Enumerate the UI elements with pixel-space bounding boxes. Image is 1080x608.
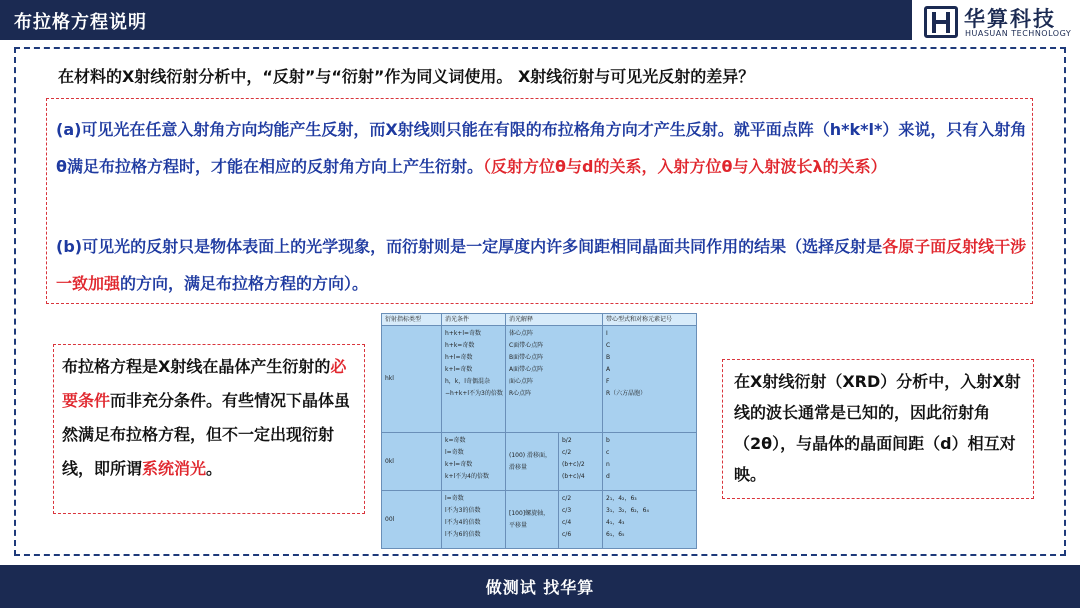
table-header-cell: 带心型式和对称元素记号 (603, 314, 697, 326)
table-cell-symbols: I C B A F R（六方晶胞） (603, 326, 697, 433)
table-cell-conditions: k=奇数 l=奇数 k+l=奇数 k+l不为4的倍数 (442, 433, 506, 491)
table-header-row (382, 314, 697, 326)
table-header-cell: 消光解释 (506, 314, 603, 326)
header (0, 0, 1080, 44)
bragg-note-text1: 布拉格方程是X射线在晶体产生衍射的 (62, 357, 331, 376)
paragraph-b-highlight: 各原子面反射线干涉一致加强 (56, 237, 1027, 293)
table-cell-element: c/2 c/3 c/4 c/6 (559, 491, 603, 549)
paragraph-a (56, 111, 1028, 185)
table-cell-index: 0kl (382, 433, 442, 491)
table-cell-index: 00l (382, 491, 442, 549)
table-cell-conditions: l=奇数 l不为3的倍数 l不为4的倍数 l不为6的倍数 (442, 491, 506, 549)
logo-name: 华算科技 (964, 7, 1056, 31)
table-header-cell: 衍射指标类型 (382, 314, 442, 326)
page-title: 布拉格方程说明 (14, 12, 147, 33)
extinction-table (381, 313, 697, 549)
logo-english: HUASUAN TECHNOLOGY (965, 29, 1072, 38)
bragg-note-highlight2: 系统消光 (142, 459, 207, 478)
footer-slogan: 做测试 找华算 (485, 578, 595, 597)
table-cell-conditions: h+k+l=奇数 h+k=奇数 h+l=奇数 k+l=奇数 h，k，l奇偶混杂 −h+k+l不为3的倍数 (442, 326, 506, 433)
table-row (382, 326, 697, 433)
paragraph-a-text: (a)可见光在任意入射角方向均能产生反射，而X射线则只能在有限的布拉格角方向才产生反射。就平面点阵（h*k*l*）来说，只有入射角θ满足布拉格方程时，才能在相应的反射角方向上产生衍射。 (56, 120, 1027, 176)
bragg-note-highlight1: 必要条件 (62, 357, 347, 410)
bragg-note-text3: 。 (206, 459, 223, 478)
paragraph-a-highlight: （反射方位θ与d的关系，入射方位θ与入射波长λ的关系） (483, 157, 887, 176)
table-header-cell: 消光条件 (442, 314, 506, 326)
table-cell-explanation: [100]螺旋轴，平移量 (506, 491, 559, 549)
xrd-note: 在X射线衍射（XRD）分析中，入射X射线的波长通常是已知的，因此衍射角（2θ），与晶体的晶面间距（d）相互对映。 (734, 372, 1021, 484)
table-cell-symbols: b c n d (603, 433, 697, 491)
table-row (382, 491, 697, 549)
intro-question: 在材料的X射线衍射分析中，“反射”与“衍射”作为同义词使用。 X射线衍射与可见光反射的差异？ (58, 67, 755, 86)
bragg-note-text2: 而非充分条件。有些情况下晶体虽然满足布拉格方程，但不一定出现衍射线，即所谓 (62, 391, 351, 478)
paragraph-b (56, 228, 1028, 302)
table-cell-element: b/2 c/2 (b+c)/2 (b+c)/4 (559, 433, 603, 491)
footer-bar (0, 565, 1080, 608)
company-logo (920, 2, 1076, 42)
table-row (382, 433, 697, 491)
paragraph-b-text1: (b)可见光的反射只是物体表面上的光学现象，而衍射则是一定厚度内许多间距相同晶面共同作用的结果（选择反射是 (56, 237, 883, 256)
table-cell-symbols: 2₁，4₂，6₃ 3₁，3₂，6₂，6₄ 4₁，4₃ 6₁，6₅ (603, 491, 697, 549)
title-bar (0, 0, 912, 40)
paragraph-b-text2: 的方向，满足布拉格方程的方向）。 (120, 274, 369, 293)
logo-mark-icon (924, 6, 958, 38)
table-cell-explanation: (100) 滑移面，滑移量 (506, 433, 559, 491)
bragg-note (62, 350, 362, 486)
table-cell-explanation: 体心点阵 C面带心点阵 B面带心点阵 A面带心点阵 面心点阵 R心点阵 (506, 326, 603, 433)
table-cell-index: hkl (382, 326, 442, 433)
